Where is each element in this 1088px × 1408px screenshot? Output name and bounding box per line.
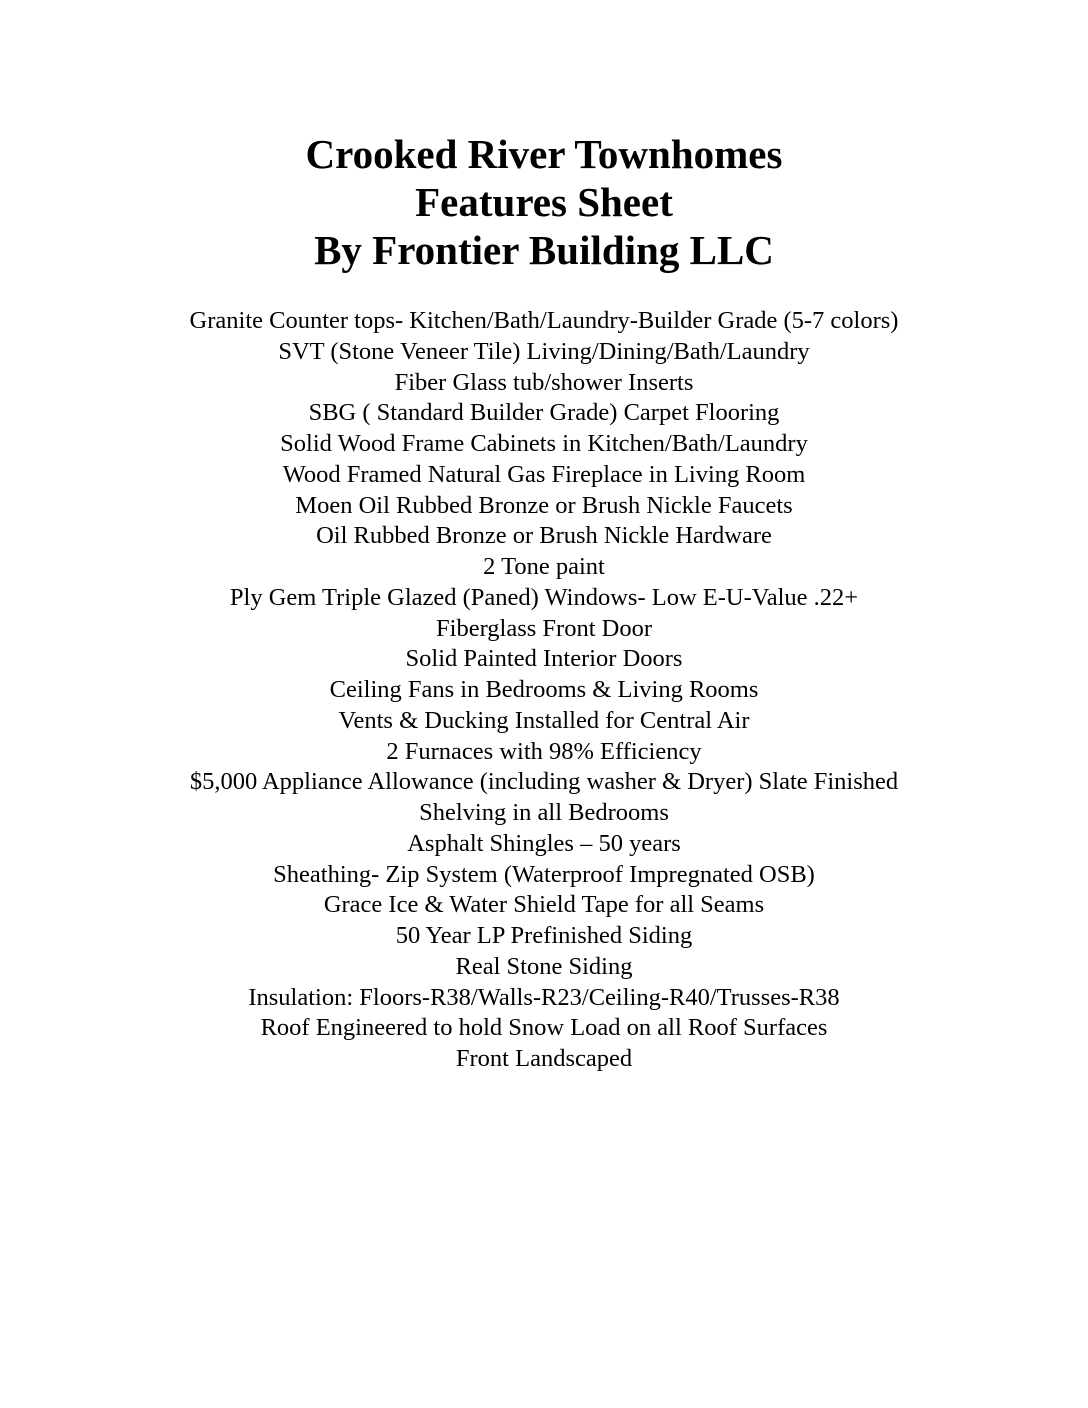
feature-item: 50 Year LP Prefinished Siding	[395, 922, 693, 949]
title-line-sheet: Features Sheet	[415, 179, 673, 225]
feature-item: Oil Rubbed Bronze or Brush Nickle Hardware	[316, 522, 772, 550]
feature-item: 2 Furnaces with 98% Efficiency	[386, 737, 702, 765]
feature-item: Solid Wood Frame Cabinets in Kitchen/Bath/Laundry	[280, 430, 808, 457]
feature-item: Sheathing- Zip System (Waterproof Impregnated OSB)	[273, 860, 815, 888]
feature-item: Front Landscaped	[455, 1045, 633, 1072]
title-line-project: Crooked River Townhomes	[305, 131, 783, 177]
document-title	[0, 130, 1088, 274]
feature-item: Ply Gem Triple Glazed (Paned) Windows- Low E-U-Value .22+	[229, 583, 859, 611]
title-line-builder: By Frontier Building LLC	[314, 227, 774, 273]
feature-item: Shelving in all Bedrooms	[419, 799, 669, 826]
feature-item: Asphalt Shingles – 50 years	[407, 829, 681, 857]
feature-item: Grace Ice & Water Shield Tape for all Seams	[323, 891, 765, 919]
feature-item: Real Stone Siding	[455, 952, 633, 980]
feature-item: Granite Counter tops- Kitchen/Bath/Laundry-Builder Grade (5-7 colors)	[189, 307, 899, 334]
feature-item: Ceiling Fans in Bedrooms & Living Rooms	[329, 676, 759, 703]
feature-item: Wood Framed Natural Gas Fireplace in Living Room	[282, 460, 806, 488]
feature-item: 2 Tone paint	[483, 553, 605, 580]
features-list	[0, 306, 1088, 1075]
feature-item: Moen Oil Rubbed Bronze or Brush Nickle Faucets	[295, 491, 793, 519]
feature-item: SBG ( Standard Builder Grade) Carpet Flooring	[308, 399, 780, 427]
feature-item: Roof Engineered to hold Snow Load on all Roof Surfaces	[260, 1014, 828, 1042]
feature-item: Insulation: Floors-R38/Walls-R23/Ceiling-R40/Trusses-R38	[248, 983, 840, 1011]
feature-item: Vents & Ducking Installed for Central Air	[338, 706, 750, 734]
feature-item: Fiber Glass tub/shower Inserts	[394, 368, 694, 396]
feature-item: Solid Painted Interior Doors	[405, 645, 683, 673]
feature-item: SVT (Stone Veneer Tile) Living/Dining/Bath/Laundry	[278, 337, 810, 365]
feature-item: $5,000 Appliance Allowance (including washer & Dryer) Slate Finished	[189, 768, 899, 796]
feature-item: Fiberglass Front Door	[436, 614, 652, 642]
